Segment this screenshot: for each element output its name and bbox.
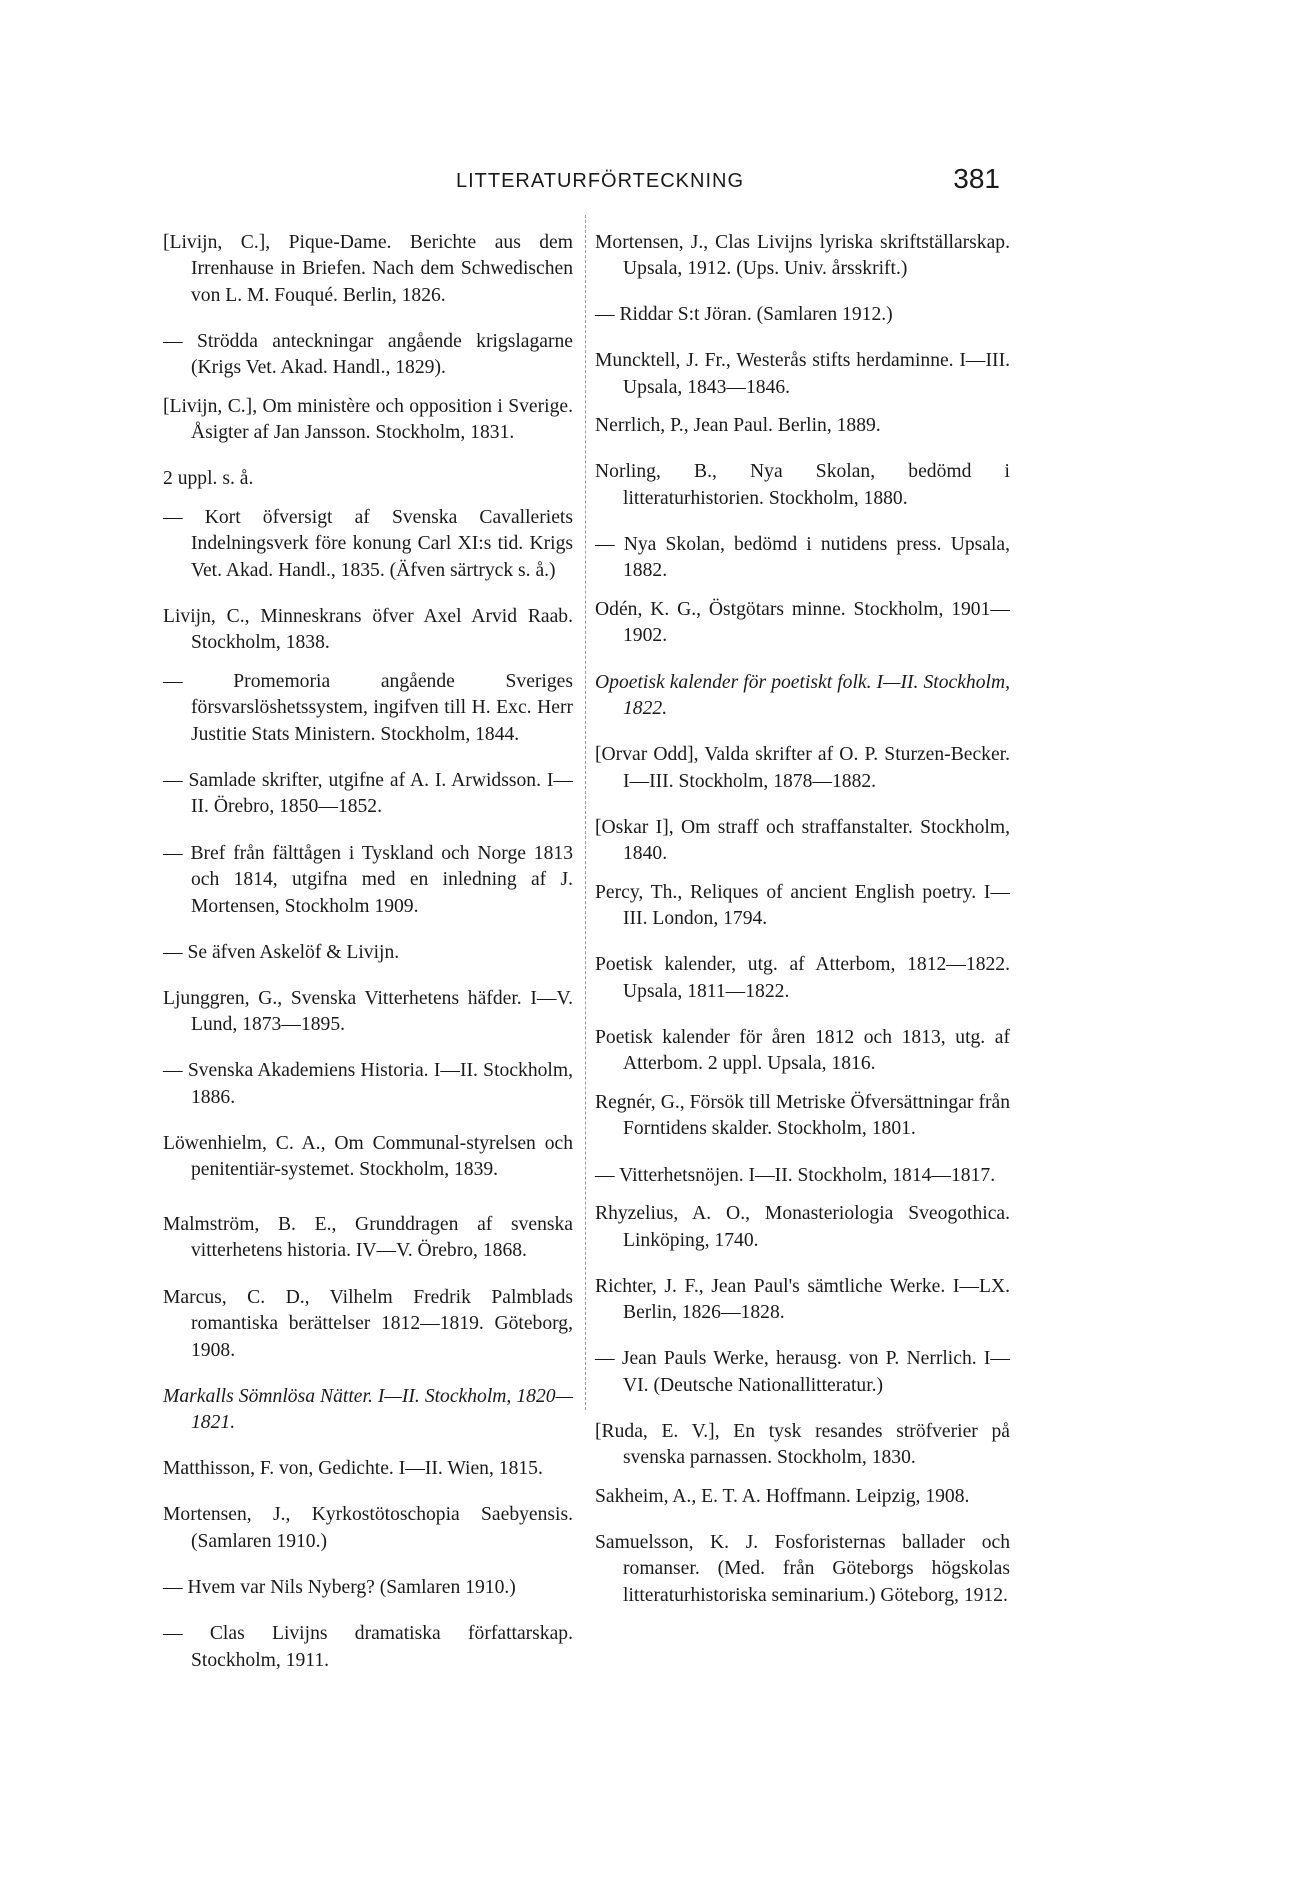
bibliography-entry: — Strödda anteckningar angående krigslagarne (Krigs Vet. Akad. Handl., 1829). (163, 330, 573, 379)
bibliography-entry: — Vitterhetsnöjen. I—II. Stockholm, 1814—1817. (595, 1164, 996, 1186)
bibliography-entry: — Jean Pauls Werke, herausg. von P. Nerrlich. I—VI. (Deutsche Nationallitteratur.) (595, 1348, 1010, 1396)
bibliography-entry: — Svenska Akademiens Historia. I—II. Stockholm, 1886. (163, 1060, 573, 1108)
bibliography-entry: Opoetisk kalender för poetiskt folk. I—II. Stockholm, 1822. (595, 671, 1010, 720)
bibliography-entry: Samuelsson, K. J. Fosforisternas ballader och romanser. (Med. från Göteborgs högskolas litteraturhistoriska seminarium.) Göteborg, 1912. (595, 1531, 1010, 1606)
bibliography-entry: — Se äfven Askelöf & Livijn. (163, 941, 400, 963)
bibliography-entry: Matthisson, F. von, Gedichte. I—II. Wien, 1815. (163, 1458, 543, 1480)
bibliography-entry: — Kort öfversigt af Svenska Cavalleriets Indelningsverk före konung Carl XI:s tid. Krigs Vet. Akad. Handl., 1835. (Äfven särtryck s. å.) (163, 506, 573, 581)
bibliography-entry: Poetisk kalender för åren 1812 och 1813, utg. af Atterbom. 2 uppl. Upsala, 1816. (595, 1026, 1010, 1075)
left-column (163, 210, 573, 1674)
bibliography-entry: — Clas Livijns dramatiska författarskap. Stockholm, 1911. (163, 1623, 573, 1671)
bibliography-entry: Sakheim, A., E. T. A. Hoffmann. Leipzig, 1908. (595, 1485, 970, 1507)
bibliography-entry: Livijn, C., Minneskrans öfver Axel Arvid Raab. Stockholm, 1838. (163, 605, 573, 654)
bibliography-entry: 2 uppl. s. å. (163, 468, 254, 490)
bibliography-entry: — Riddar S:t Jöran. (Samlaren 1912.) (595, 304, 893, 326)
bibliography-entry: Löwenhielm, C. A., Om Communal-styrelsen och penitentiär-systemet. Stockholm, 1839. (163, 1132, 573, 1181)
running-header: LITTERATURFÖRTECKNING (455, 170, 745, 192)
bibliography-entry: Rhyzelius, A. O., Monasteriologia Sveogothica. Linköping, 1740. (595, 1203, 1010, 1251)
bibliography-entry: Ljunggren, G., Svenska Vitterhetens häfder. I—V. Lund, 1873—1895. (163, 987, 573, 1036)
bibliography-entry: Mortensen, J., Clas Livijns lyriska skriftställarskap. Upsala, 1912. (Ups. Univ. årsskrift.) (595, 231, 1010, 280)
bibliography-entry: Marcus, C. D., Vilhelm Fredrik Palmblads romantiska berättelser 1812—1819. Göteborg, 1908. (163, 1286, 573, 1361)
bibliography-entry: Norling, B., Nya Skolan, bedömd i litteraturhistorien. Stockholm, 1880. (595, 461, 1010, 509)
bibliography-entry: Odén, K. G., Östgötars minne. Stockholm, 1901—1902. (595, 598, 1010, 647)
bibliography-entry: Poetisk kalender, utg. af Atterbom, 1812—1822. Upsala, 1811—1822. (595, 954, 1010, 1002)
page-number: 381 (953, 163, 1000, 194)
right-column (595, 210, 1010, 1609)
column-divider (585, 215, 586, 1410)
bibliography-entry: Muncktell, J. Fr., Westerås stifts herdaminne. I—III. Upsala, 1843—1846. (595, 350, 1010, 398)
bibliography-entry: — Bref från fälttågen i Tyskland och Norge 1813 och 1814, utgifna med en inledning af J. Mortensen, Stockholm 1909. (163, 842, 573, 917)
bibliography-entry: Markalls Sömnlösa Nätter. I—II. Stockholm, 1820—1821. (163, 1385, 573, 1434)
bibliography-entry: — Nya Skolan, bedömd i nutidens press. Upsala, 1882. (595, 533, 1010, 582)
bibliography-entry: [Ruda, E. V.], En tysk resandes ströfverier på svenska parnassen. Stockholm, 1830. (595, 1420, 1010, 1469)
bibliography-entry: Nerrlich, P., Jean Paul. Berlin, 1889. (595, 415, 881, 437)
bibliography-entry: Mortensen, J., Kyrkostötoschopia Saebyensis. (Samlaren 1910.) (163, 1504, 573, 1552)
bibliography-entry: [Orvar Odd], Valda skrifter af O. P. Sturzen-Becker. I—III. Stockholm, 1878—1882. (595, 744, 1010, 792)
bibliography-entry: Regnér, G., Försök till Metriske Öfversättningar från Forntidens skalder. Stockholm, 1801. (595, 1091, 1010, 1140)
bibliography-entry: [Livijn, C.], Pique-Dame. Berichte aus dem Irrenhause in Briefen. Nach dem Schwedischen von L. M. Fouqué. Berlin, 1826. (163, 231, 573, 306)
bibliography-entry: — Hvem var Nils Nyberg? (Samlaren 1910.) (163, 1576, 516, 1598)
bibliography-entry: Richter, J. F., Jean Paul's sämtliche Werke. I—LX. Berlin, 1826—1828. (595, 1275, 1010, 1324)
bibliography-entry: Malmström, B. E., Grunddragen af svenska vitterhetens historia. IV—V. Örebro, 1868. (163, 1213, 573, 1262)
bibliography-entry: — Samlade skrifter, utgifne af A. I. Arwidsson. I—II. Örebro, 1850—1852. (163, 769, 573, 818)
bibliography-entry: [Oskar I], Om straff och straffanstalter. Stockholm, 1840. (595, 816, 1010, 865)
bibliography-entry: — Promemoria angående Sveriges försvarslöshetssystem, ingifven till H. Exc. Herr Justitie Stats Ministern. Stockholm, 1844. (163, 670, 573, 745)
bibliography-entry: Percy, Th., Reliques of ancient English poetry. I—III. London, 1794. (595, 881, 1010, 930)
bibliography-entry: [Livijn, C.], Om ministère och opposition i Sverige. Åsigter af Jan Jansson. Stockholm, 1831. (163, 395, 573, 444)
